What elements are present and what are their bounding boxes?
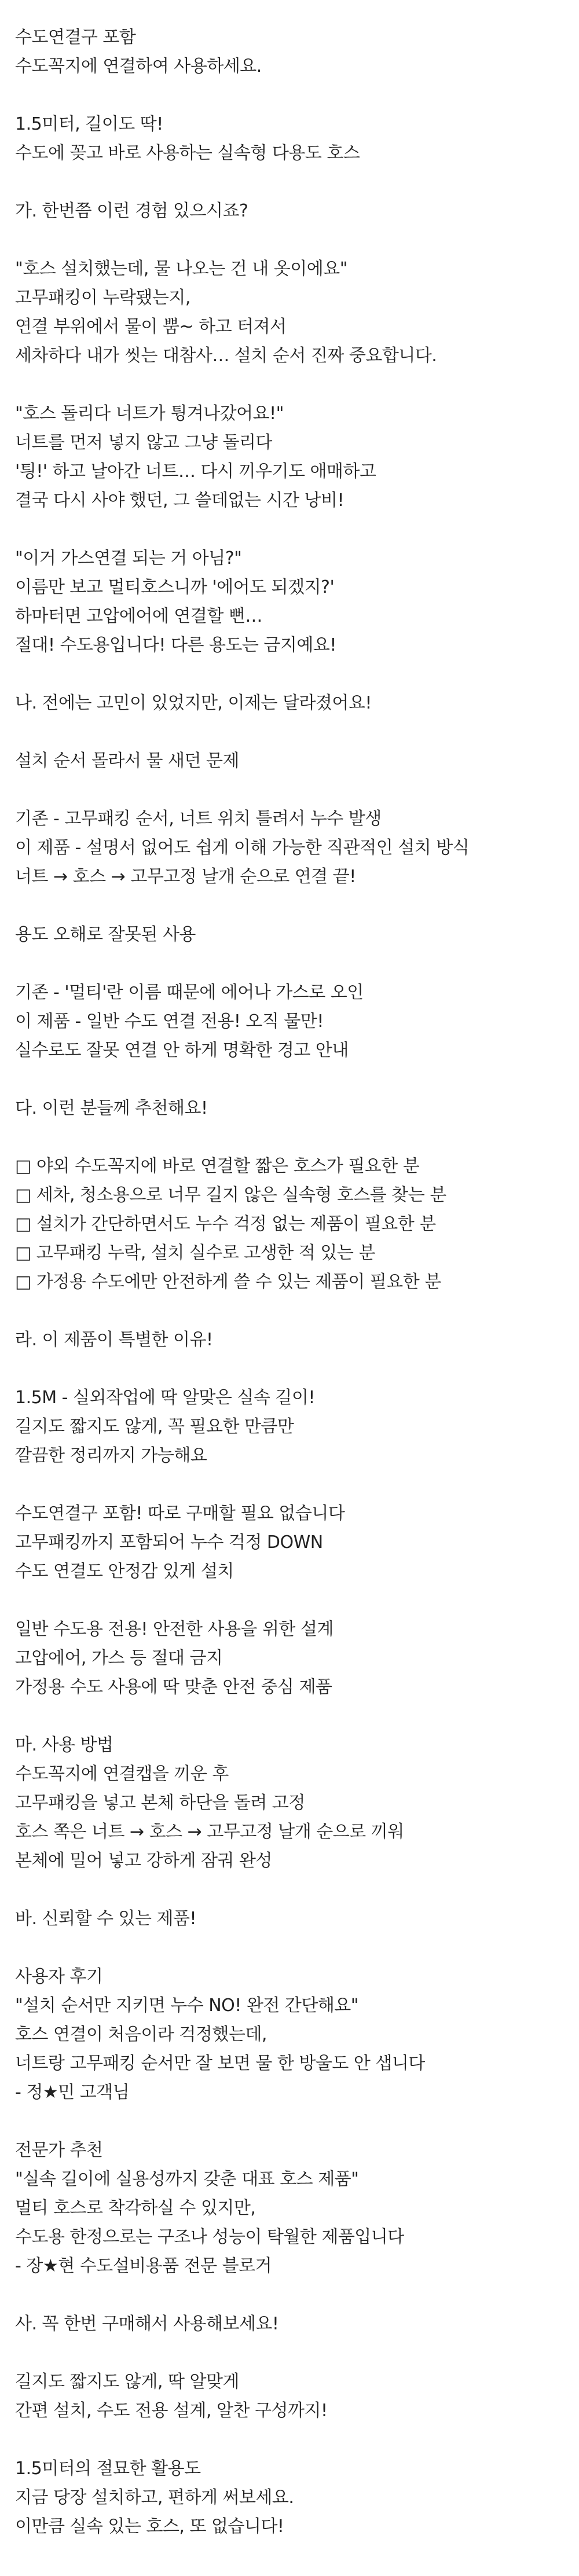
text-line: 수도용 한정으로는 구조나 성능이 탁월한 제품입니다 — [15, 2227, 404, 2247]
text-line: 길지도 짧지도 않게, 딱 알맞게 — [15, 2372, 239, 2392]
text-line: 이만큼 실속 있는 호스, 또 없습니다! — [15, 2516, 284, 2537]
blank-line — [15, 226, 567, 255]
blank-line — [15, 1702, 567, 1731]
blank-line — [15, 718, 567, 747]
blank-line — [15, 1876, 567, 1905]
text-line: 수도 연결도 안정감 있게 설치 — [15, 1561, 234, 1581]
text-line: "이거 가스연결 되는 거 아님?" — [15, 548, 242, 568]
text-line: '틩!' 하고 날아간 너트… 다시 끼우기도 애매하고 — [15, 461, 376, 482]
text-line: "설치 순서만 지키면 누수 NO! 완전 간단해요" — [15, 1995, 359, 2016]
blank-line — [15, 660, 567, 689]
text-line: - 정★민 고객님 — [15, 2082, 130, 2102]
product-description — [15, 23, 567, 2541]
blank-line — [15, 2339, 567, 2368]
text-line: 고무패킹이 누락됐는지, — [15, 288, 190, 308]
text-line: 이 제품 - 설명서 없어도 쉽게 이해 가능한 직관적인 설치 방식 — [15, 838, 470, 858]
blank-line — [15, 168, 567, 197]
text-line: 사. 꼭 한번 구매해서 사용해보세요! — [15, 2314, 279, 2334]
text-line: 절대! 수도용입니다! 다른 용도는 금지예요! — [15, 635, 336, 655]
text-line: 전문가 추천 — [15, 2140, 103, 2160]
text-line: 고무패킹까지 포함되어 누수 걱정 DOWN — [15, 1532, 323, 1553]
text-line: 일반 수도용 전용! 안전한 사용을 위한 설계 — [15, 1619, 334, 1639]
text-line: 라. 이 제품이 특별한 이유! — [15, 1330, 213, 1350]
text-line: 마. 사용 방법 — [15, 1735, 113, 1755]
text-line: 길지도 짧지도 않게, 꼭 필요한 만큼만 — [15, 1417, 294, 1437]
text-line: 본체에 밀어 넣고 강하게 잠궈 완성 — [15, 1851, 272, 1871]
text-line: - 장★현 수도설비용품 전문 블로거 — [15, 2256, 272, 2276]
text-line: 호스 연결이 처음이라 걱정했는데, — [15, 2024, 267, 2045]
blank-line — [15, 1933, 567, 1962]
blank-line — [15, 1123, 567, 1152]
text-line: 간편 설치, 수도 전용 설계, 알찬 구성까지! — [15, 2401, 328, 2421]
text-line: 연결 부위에서 물이 뿜~ 하고 터져서 — [15, 317, 287, 337]
blank-line — [15, 1470, 567, 1499]
blank-line — [15, 891, 567, 920]
text-line: 너트 → 호스 → 고무고정 날개 순으로 연결 끝! — [15, 867, 356, 887]
text-line: 결국 다시 사야 했던, 그 쓸데없는 시간 낭비! — [15, 490, 344, 511]
blank-line — [15, 1065, 567, 1094]
text-line: □ 설치가 간단하면서도 누수 걱정 없는 제품이 필요한 분 — [15, 1214, 436, 1234]
text-line: 이름만 보고 멀티호스니까 '에어도 되겠지?' — [15, 577, 335, 597]
text-line: 너트를 먼저 넣지 않고 그냥 돌리다 — [15, 432, 272, 453]
blank-line — [15, 2425, 567, 2454]
blank-line — [15, 776, 567, 805]
text-line: 하마터면 고압에어에 연결할 뻔… — [15, 606, 262, 626]
text-line: 기존 - 고무패킹 순서, 너트 위치 틀려서 누수 발생 — [15, 809, 382, 829]
text-line: 깔끔한 정리까지 가능해요 — [15, 1445, 207, 1466]
text-line: 고압에어, 가스 등 절대 금지 — [15, 1648, 223, 1668]
text-line: 가. 한번쯤 이런 경험 있으시죠? — [15, 201, 248, 221]
text-line: 수도꼭지에 연결하여 사용하세요. — [15, 56, 262, 76]
text-line: 설치 순서 몰라서 물 새던 문제 — [15, 751, 239, 771]
text-line: □ 가정용 수도에만 안전하게 쓸 수 있는 제품이 필요한 분 — [15, 1272, 441, 1292]
text-line: 멀티 호스로 착각하실 수 있지만, — [15, 2198, 256, 2218]
text-line: 사용자 후기 — [15, 1966, 103, 1987]
text-line: "호스 돌리다 너트가 튕겨나갔어요!" — [15, 403, 284, 424]
text-line: 다. 이런 분들께 추천해요! — [15, 1098, 208, 1118]
text-line: 바. 신뢰할 수 있는 제품! — [15, 1909, 197, 1929]
text-line: 1.5M - 실외작업에 딱 알맞은 실속 길이! — [15, 1388, 315, 1408]
text-line: 나. 전에는 고민이 있었지만, 이제는 달라졌어요! — [15, 693, 372, 713]
text-line: 수도연결구 포함! 따로 구매할 필요 없습니다 — [15, 1503, 345, 1524]
text-line: 수도꼭지에 연결캡을 끼운 후 — [15, 1764, 229, 1784]
text-line: 수도연결구 포함 — [15, 27, 136, 47]
blank-line — [15, 515, 567, 544]
blank-line — [15, 2107, 567, 2136]
text-line: 용도 오해로 잘못된 사용 — [15, 924, 196, 945]
text-line: 세차하다 내가 씻는 대참사… 설치 순서 진짜 중요합니다. — [15, 346, 437, 366]
text-line: □ 고무패킹 누락, 설치 실수로 고생한 적 있는 분 — [15, 1243, 375, 1263]
text-line: 너트랑 고무패킹 순서만 잘 보면 물 한 방울도 안 샙니다 — [15, 2053, 425, 2074]
blank-line — [15, 370, 567, 399]
text-line: 수도에 꽂고 바로 사용하는 실속형 다용도 호스 — [15, 143, 360, 163]
text-line: "실속 길이에 실용성까지 갖춘 대표 호스 제품" — [15, 2169, 359, 2189]
blank-line — [15, 1297, 567, 1326]
text-line: 고무패킹을 넣고 본체 하단을 돌려 고정 — [15, 1793, 305, 1813]
blank-line — [15, 949, 567, 978]
blank-line — [15, 1586, 567, 1615]
text-line: 1.5미터의 절묘한 활용도 — [15, 2458, 201, 2479]
text-line: 1.5미터, 길이도 딱! — [15, 114, 163, 134]
blank-line — [15, 1355, 567, 1384]
text-line: 이 제품 - 일반 수도 연결 전용! 오직 물만! — [15, 1011, 324, 1032]
text-line: 호스 쪽은 너트 → 호스 → 고무고정 날개 순으로 끼워 — [15, 1822, 404, 1842]
text-line: □ 세차, 청소용으로 너무 길지 않은 실속형 호스를 찾는 분 — [15, 1185, 446, 1205]
text-line: 실수로도 잘못 연결 안 하게 명확한 경고 안내 — [15, 1040, 349, 1061]
blank-line — [15, 2281, 567, 2310]
text-line: 가정용 수도 사용에 딱 맞춘 안전 중심 제품 — [15, 1677, 332, 1697]
blank-line — [15, 81, 567, 110]
text-line: "호스 설치했는데, 물 나오는 건 내 옷이에요" — [15, 259, 348, 279]
text-line: □ 야외 수도꼭지에 바로 연결할 짧은 호스가 필요한 분 — [15, 1156, 420, 1176]
text-line: 기존 - '멀티'란 이름 때문에 에어나 가스로 오인 — [15, 982, 364, 1003]
text-line: 지금 당장 설치하고, 편하게 써보세요. — [15, 2487, 294, 2508]
